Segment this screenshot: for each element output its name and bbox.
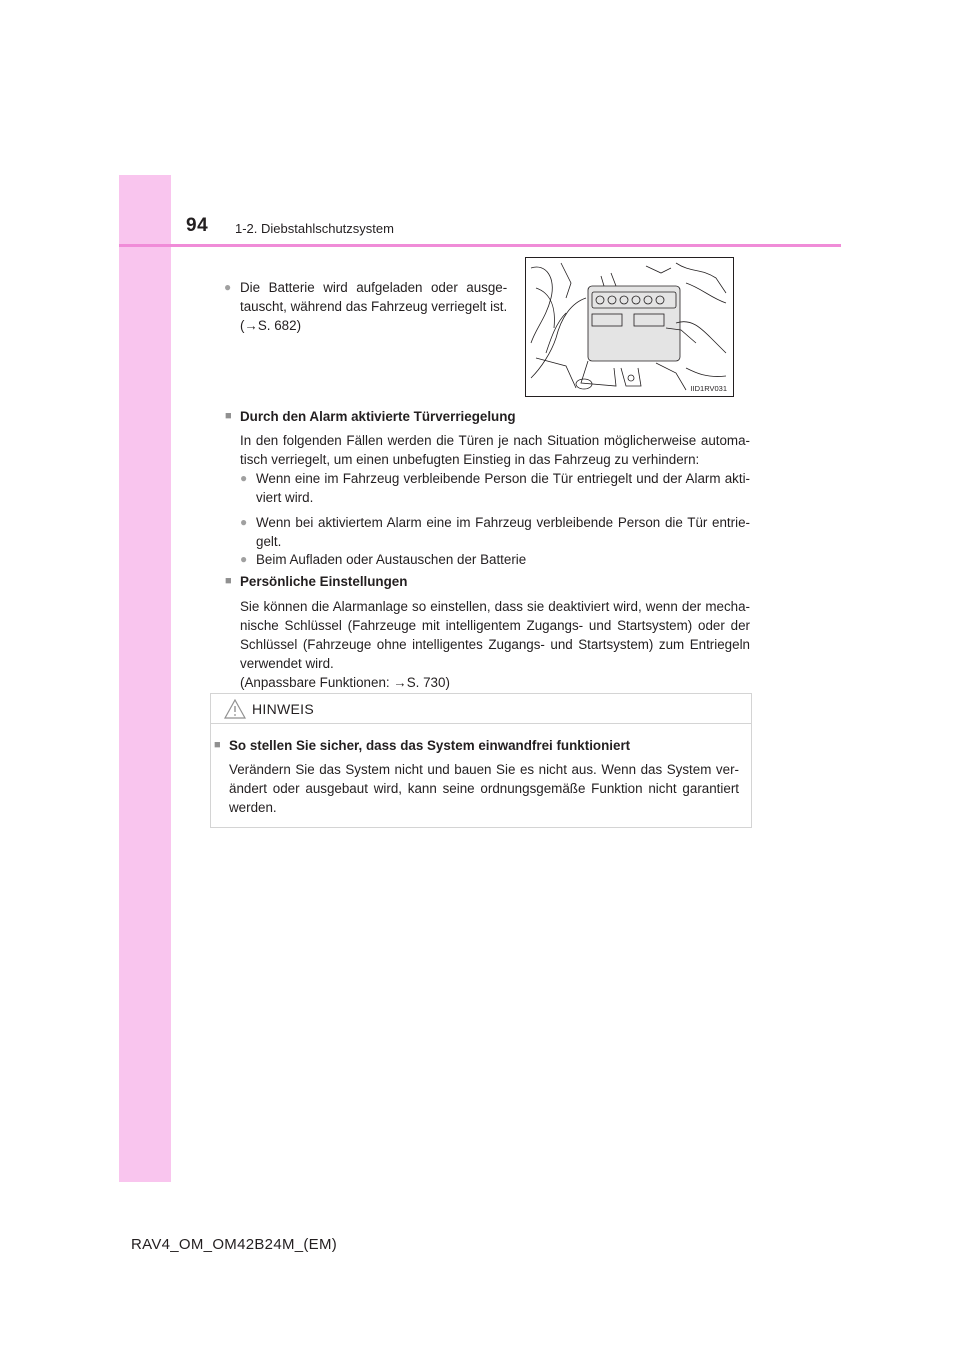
section1-line: tisch verriegelt, um einen unbefugten Einstieg in das Fahrzeug zu verhindern: [240,452,700,467]
section2-body [240,597,750,692]
section2-line: verwendet wird. [240,656,334,671]
bullet-icon: ● [240,515,248,529]
bullet-icon: ● [240,552,248,566]
section2-line: nische Schlüssel (Fahrzeuge mit intelligentem Zugangs- und Startsystem) oder der [240,618,750,633]
section1-bullet [240,513,750,551]
notice-heading: So stellen Sie sicher, dass das System einwandfrei funktioniert [229,738,631,753]
section-square-icon: ■ [225,410,232,422]
page-number: 94 [186,215,209,236]
notice-line: Verändern Sie das System nicht und bauen Sie es nicht aus. Wenn das System ver- [229,762,739,777]
bullet-line: Beim Aufladen oder Austauschen der Batterie [256,552,527,567]
battery-drawing [526,258,733,396]
section-title: 1-2. Diebstahlschutzsystem [235,221,394,236]
bullet-line: gelt. [256,534,282,549]
section-square-icon: ■ [225,575,232,587]
bullet-line: Wenn bei aktiviertem Alarm eine im Fahrzeug verbleibende Person die Tür entrie- [256,515,750,530]
section2-line: (Anpassbare Funktionen: →S. 730) [240,675,450,690]
section1-heading: Durch den Alarm aktivierte Türverriegelung [240,409,516,424]
bullet-icon: ● [240,471,248,485]
section2-line: Sie können die Alarmanlage so einstellen, dass sie deaktiviert wird, wenn der mecha- [240,599,750,614]
section1-bullet [240,469,750,507]
notice-line: ändert oder ausgebaut wird, kann seine ordnungsgemäße Funktion nicht garantiert [229,781,739,796]
figure-label: IID1RV031 [690,384,727,393]
section1-line: In den folgenden Fällen werden die Türen je nach Situation möglicherweise automa- [240,433,750,448]
section-square-icon: ■ [214,739,221,751]
notice-body [229,760,739,817]
bullet-line: Wenn eine im Fahrzeug verbleibende Person die Tür entriegelt und der Alarm akti- [256,471,750,486]
notice-line: werden. [229,800,277,815]
notice-title: HINWEIS [252,700,314,717]
intro-bullet [224,278,514,335]
section1-bullet [240,550,750,569]
section2-line: Schlüssel (Fahrzeuge ohne intelligentes Zugangs- und Startsystem) zum Entriegeln [240,637,750,652]
intro-line: tauscht, während das Fahrzeug verriegelt ist. [240,299,508,314]
footer-code: RAV4_OM_OM42B24M_(EM) [131,1236,338,1253]
notice-box [210,693,752,828]
intro-line: Die Batterie wird aufgeladen oder ausge- [240,280,508,295]
intro-line: (→S. 682) [240,318,302,333]
header-rule [119,244,841,247]
battery-illustration [525,257,734,397]
notice-header [211,694,751,724]
warning-triangle-icon [224,699,246,719]
section2-heading: Persönliche Einstellungen [240,574,408,589]
bullet-line: viert wird. [256,490,314,505]
section1-intro [240,431,750,469]
bullet-icon: ● [224,280,232,294]
side-tab-strip [119,175,171,1182]
